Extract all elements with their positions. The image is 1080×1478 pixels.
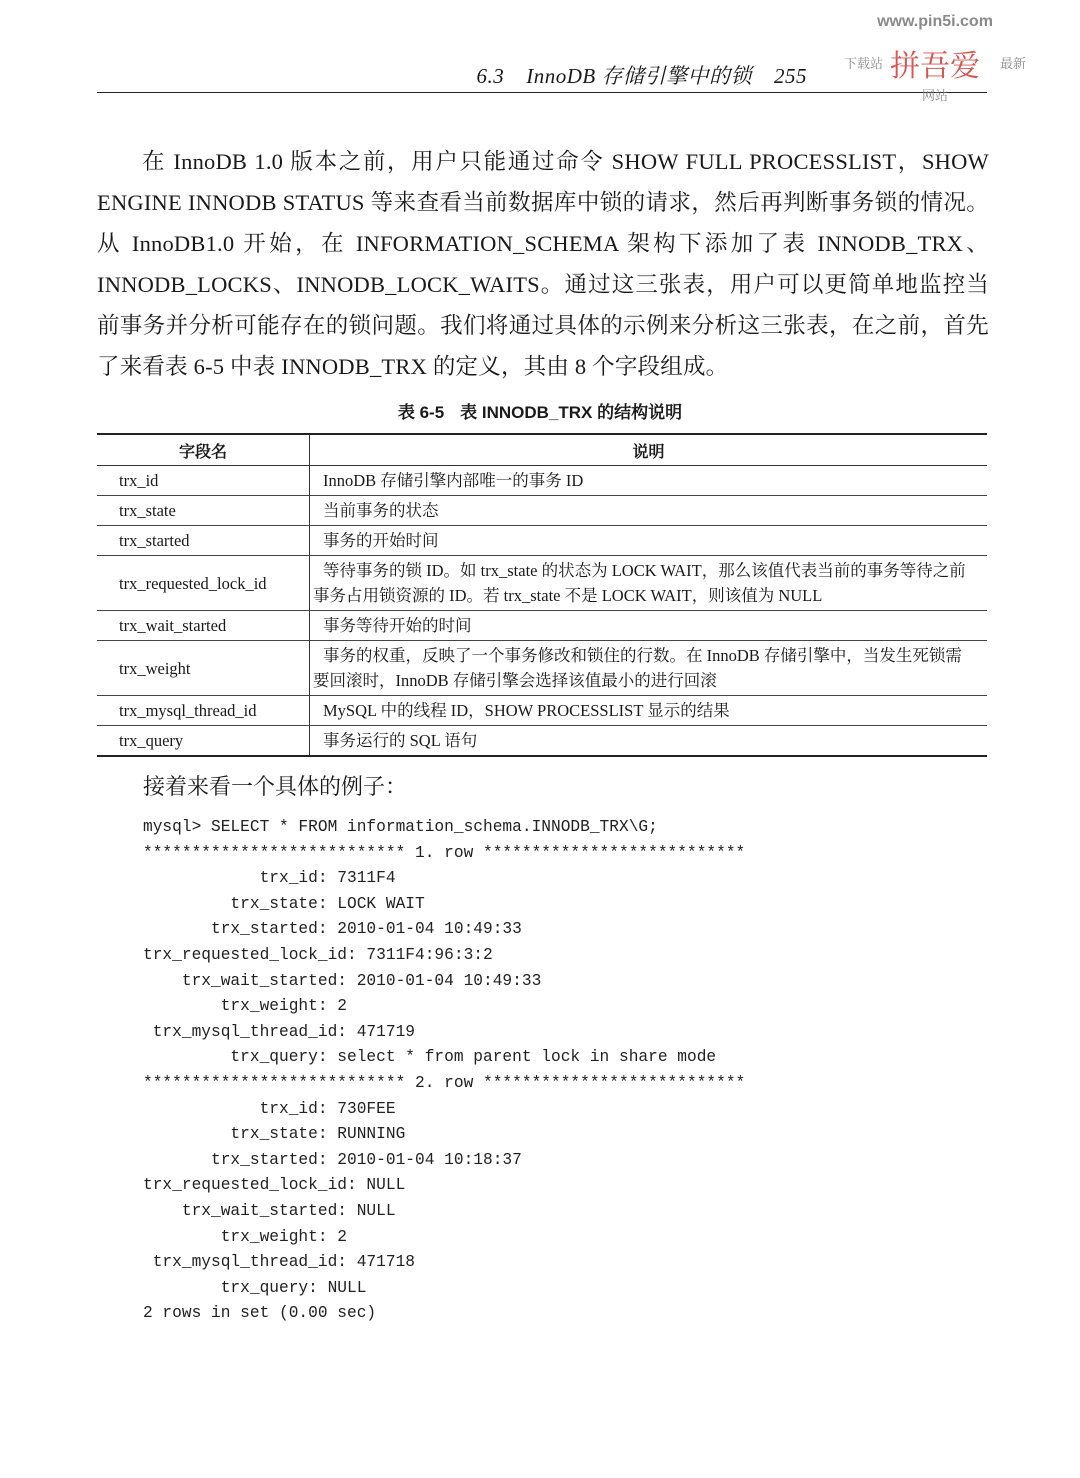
description-cell: 事务的权重，反映了一个事务修改和锁住的行数。在 InnoDB 存储引擎中，当发生死锁需要回滚时，InnoDB 存储引擎会选择该值最小的进行回滚 (310, 641, 988, 696)
code-line: trx_mysql_thread_id: 471718 (143, 1253, 415, 1272)
page-number: 255 (774, 64, 807, 88)
watermark-bottom: 网站 (921, 89, 949, 104)
header-field-name: 字段名 (97, 434, 310, 466)
code-line: trx_state: LOCK WAIT (143, 894, 425, 913)
table-row (97, 526, 987, 556)
code-line: trx_requested_lock_id: 7311F4:96:3:2 (143, 945, 493, 964)
watermark-left: 下载站 (844, 57, 884, 72)
section-title: InnoDB 存储引擎中的锁 (526, 64, 752, 88)
table-caption-number: 表 6-5 (397, 403, 445, 422)
table-caption-title: 表 INNODB_TRX 的结构说明 (460, 403, 683, 422)
table-row (97, 611, 987, 641)
description-cell: 等待事务的锁 ID。如 trx_state 的状态为 LOCK WAIT，那么该值代表当前的事务等待之前事务占用锁资源的 ID。若 trx_state 不是 LOCK WAIT，则该值为 NULL (310, 556, 988, 611)
description-cell: 事务的开始时间 (310, 526, 988, 556)
running-header (97, 58, 817, 93)
table-header-row (97, 434, 987, 466)
table-row (97, 696, 987, 726)
code-line: trx_id: 7311F4 (143, 869, 396, 888)
example-intro: 接着来看一个具体的例子： (143, 774, 408, 799)
field-cell: trx_wait_started (97, 611, 310, 641)
watermark-center: 拼吾爱 (890, 49, 980, 84)
field-cell: trx_started (97, 526, 310, 556)
innodb-trx-table (97, 433, 987, 757)
field-cell: trx_requested_lock_id (97, 556, 310, 611)
body-paragraph: 在 InnoDB 1.0 版本之前，用户只能通过命令 SHOW FULL PROCESSLIST，SHOW ENGINE INNODB STATUS 等来查看当前数据库中锁的请求，然后再判断事务锁的情况。从 InnoDB1.0 开始，在 INFORMATION_SCHEMA 架构下添加了表 INNODB_TRX、INNODB_LOCKS、INNODB_LOCK_WAITS。通过这三张表，用户可以更简单地监控当前事务并分析可能存在的锁问题。我们将通过具体的示例来分析这三张表，在之前，首先了来看表 6-5 中表 INNODB_TRX 的定义，其由 8 个字段组成。 (97, 149, 989, 379)
table-row (97, 726, 987, 757)
code-line: *************************** 2. row *************************** (143, 1073, 746, 1092)
description-cell: 事务运行的 SQL 语句 (323, 731, 478, 750)
description-cell: 事务等待开始的时间 (310, 611, 988, 641)
table-caption (0, 401, 1080, 425)
code-line: trx_weight: 2 (143, 997, 347, 1016)
field-cell: trx_state (97, 496, 310, 526)
code-line: *************************** 1. row *************************** (143, 843, 746, 862)
table-row (97, 496, 987, 526)
description-cell: 当前事务的状态 (310, 496, 988, 526)
code-line: trx_weight: 2 (143, 1227, 347, 1246)
watermark-stamp (830, 8, 1040, 138)
code-line: mysql> SELECT * FROM information_schema.INNODB_TRX\G; (143, 818, 658, 836)
table-row (97, 466, 987, 496)
code-block (143, 815, 1080, 1327)
field-cell: trx_mysql_thread_id (97, 696, 310, 726)
code-line: trx_mysql_thread_id: 471719 (143, 1022, 415, 1041)
code-line: trx_wait_started: NULL (143, 1201, 396, 1220)
section-number: 6.3 (476, 64, 505, 88)
field-cell: trx_weight (97, 641, 310, 696)
header-text (477, 60, 808, 90)
code-line: trx_started: 2010-01-04 10:18:37 (143, 1150, 522, 1169)
code-line: trx_state: RUNNING (143, 1125, 406, 1144)
code-line: trx_requested_lock_id: NULL (143, 1176, 406, 1195)
watermark-svg (830, 8, 1040, 138)
code-line: trx_id: 730FEE (143, 1099, 396, 1118)
watermark-url: www.pin5i.com (877, 13, 993, 30)
code-line: trx_query: NULL (143, 1278, 367, 1297)
table-row (97, 641, 987, 696)
description-cell: InnoDB 存储引擎内部唯一的事务 ID (310, 466, 988, 496)
description-cell: MySQL 中的线程 ID，SHOW PROCESSLIST 显示的结果 (310, 696, 988, 726)
table-row (97, 556, 987, 611)
field-cell: trx_id (97, 466, 310, 496)
code-line: trx_wait_started: 2010-01-04 10:49:33 (143, 971, 542, 990)
code-line: trx_started: 2010-01-04 10:49:33 (143, 920, 522, 939)
code-line: 2 rows in set (0.00 sec) (143, 1304, 377, 1323)
watermark-right: 最新 (1000, 57, 1027, 72)
header-description: 说明 (310, 434, 988, 466)
code-line: trx_query: select * from parent lock in share mode (143, 1048, 717, 1067)
field-cell: trx_query (97, 726, 310, 757)
